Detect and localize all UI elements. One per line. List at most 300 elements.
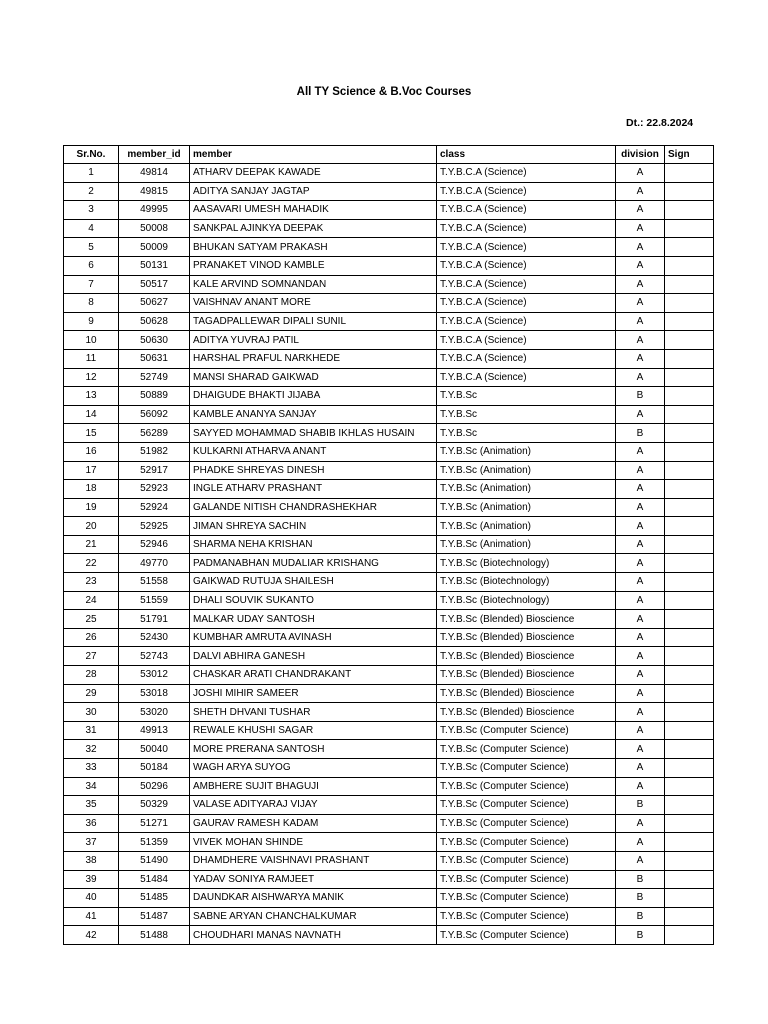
cell-member: INGLE ATHARV PRASHANT [190, 480, 437, 499]
cell-sign[interactable] [665, 275, 714, 294]
cell-sr-no: 14 [64, 405, 119, 424]
cell-class: T.Y.B.Sc (Animation) [437, 442, 616, 461]
cell-sign[interactable] [665, 480, 714, 499]
cell-division: A [616, 201, 665, 220]
cell-sign[interactable] [665, 331, 714, 350]
cell-sign[interactable] [665, 666, 714, 685]
cell-division: A [616, 331, 665, 350]
cell-sr-no: 33 [64, 759, 119, 778]
cell-class: T.Y.B.Sc (Blended) Bioscience [437, 647, 616, 666]
cell-member: PRANAKET VINOD KAMBLE [190, 256, 437, 275]
cell-division: B [616, 424, 665, 443]
cell-class: T.Y.B.C.A (Science) [437, 312, 616, 331]
cell-member-id: 50008 [119, 219, 190, 238]
cell-member: VALASE ADITYARAJ VIJAY [190, 796, 437, 815]
cell-division: A [616, 666, 665, 685]
cell-sign[interactable] [665, 424, 714, 443]
cell-sign[interactable] [665, 907, 714, 926]
cell-division: A [616, 219, 665, 238]
cell-member: SHETH DHVANI TUSHAR [190, 703, 437, 722]
cell-member-id: 52430 [119, 628, 190, 647]
cell-member-id: 51488 [119, 926, 190, 945]
cell-sign[interactable] [665, 294, 714, 313]
cell-sr-no: 5 [64, 238, 119, 257]
cell-sign[interactable] [665, 740, 714, 759]
document-date: Dt.: 22.8.2024 [626, 117, 694, 129]
cell-member: KULKARNI ATHARVA ANANT [190, 442, 437, 461]
cell-division: A [616, 535, 665, 554]
cell-member: GALANDE NITISH CHANDRASHEKHAR [190, 498, 437, 517]
table-row [64, 703, 714, 722]
cell-class: T.Y.B.Sc (Computer Science) [437, 833, 616, 852]
cell-member-id: 50329 [119, 796, 190, 815]
table-row [64, 759, 714, 778]
cell-member-id: 50631 [119, 349, 190, 368]
cell-class: T.Y.B.Sc (Computer Science) [437, 796, 616, 815]
cell-class: T.Y.B.Sc [437, 424, 616, 443]
cell-sr-no: 7 [64, 275, 119, 294]
cell-member: WAGH ARYA SUYOG [190, 759, 437, 778]
cell-class: T.Y.B.Sc (Animation) [437, 535, 616, 554]
cell-member: SABNE ARYAN CHANCHALKUMAR [190, 907, 437, 926]
cell-sign[interactable] [665, 721, 714, 740]
cell-division: A [616, 610, 665, 629]
cell-class: T.Y.B.C.A (Science) [437, 164, 616, 183]
column-header-member-id: member_id [119, 146, 190, 164]
cell-sign[interactable] [665, 256, 714, 275]
cell-division: A [616, 647, 665, 666]
table-row [64, 610, 714, 629]
table-body [64, 164, 714, 945]
cell-member-id: 50009 [119, 238, 190, 257]
cell-sign[interactable] [665, 889, 714, 908]
cell-sr-no: 42 [64, 926, 119, 945]
cell-sr-no: 9 [64, 312, 119, 331]
cell-sign[interactable] [665, 591, 714, 610]
cell-class: T.Y.B.Sc (Computer Science) [437, 759, 616, 778]
cell-sign[interactable] [665, 219, 714, 238]
column-header-class: class [437, 146, 616, 164]
cell-member: JOSHI MIHIR SAMEER [190, 684, 437, 703]
cell-member: SAYYED MOHAMMAD SHABIB IKHLAS HUSAIN [190, 424, 437, 443]
cell-class: T.Y.B.Sc (Computer Science) [437, 721, 616, 740]
cell-member: DHALI SOUVIK SUKANTO [190, 591, 437, 610]
cell-sr-no: 17 [64, 461, 119, 480]
cell-member: PADMANABHAN MUDALIAR KRISHANG [190, 554, 437, 573]
cell-sign[interactable] [665, 349, 714, 368]
cell-division: A [616, 703, 665, 722]
cell-member: SHARMA NEHA KRISHAN [190, 535, 437, 554]
cell-sr-no: 35 [64, 796, 119, 815]
cell-sign[interactable] [665, 851, 714, 870]
cell-member-id: 52743 [119, 647, 190, 666]
cell-member: KUMBHAR AMRUTA AVINASH [190, 628, 437, 647]
cell-class: T.Y.B.Sc (Animation) [437, 480, 616, 499]
cell-member-id: 52923 [119, 480, 190, 499]
column-header-sign: Sign [665, 146, 714, 164]
cell-sr-no: 16 [64, 442, 119, 461]
cell-division: A [616, 498, 665, 517]
table-row [64, 275, 714, 294]
column-header-member: member [190, 146, 437, 164]
cell-class: T.Y.B.Sc (Computer Science) [437, 870, 616, 889]
cell-member: TAGADPALLEWAR DIPALI SUNIL [190, 312, 437, 331]
cell-sr-no: 6 [64, 256, 119, 275]
cell-member-id: 50131 [119, 256, 190, 275]
cell-member-id: 51490 [119, 851, 190, 870]
cell-member-id: 53012 [119, 666, 190, 685]
cell-member-id: 56289 [119, 424, 190, 443]
cell-sign[interactable] [665, 201, 714, 220]
cell-member: ADITYA SANJAY JAGTAP [190, 182, 437, 201]
table-row [64, 814, 714, 833]
cell-sr-no: 21 [64, 535, 119, 554]
cell-sign[interactable] [665, 238, 714, 257]
cell-division: B [616, 907, 665, 926]
cell-division: A [616, 554, 665, 573]
cell-sign[interactable] [665, 703, 714, 722]
table-row [64, 331, 714, 350]
cell-member: ADITYA YUVRAJ PATIL [190, 331, 437, 350]
cell-member-id: 50630 [119, 331, 190, 350]
cell-division: A [616, 238, 665, 257]
cell-member-id: 51558 [119, 573, 190, 592]
table-row [64, 851, 714, 870]
table-row [64, 238, 714, 257]
cell-sign[interactable] [665, 833, 714, 852]
cell-sr-no: 25 [64, 610, 119, 629]
cell-class: T.Y.B.C.A (Science) [437, 238, 616, 257]
cell-division: A [616, 275, 665, 294]
table-row [64, 219, 714, 238]
table-row [64, 889, 714, 908]
cell-sr-no: 13 [64, 387, 119, 406]
cell-division: A [616, 759, 665, 778]
cell-division: A [616, 777, 665, 796]
cell-sr-no: 26 [64, 628, 119, 647]
table-header [64, 146, 714, 164]
cell-division: B [616, 926, 665, 945]
cell-sr-no: 4 [64, 219, 119, 238]
cell-class: T.Y.B.Sc [437, 405, 616, 424]
cell-member: CHOUDHARI MANAS NAVNATH [190, 926, 437, 945]
cell-member: DHAMDHERE VAISHNAVI PRASHANT [190, 851, 437, 870]
cell-member-id: 51485 [119, 889, 190, 908]
cell-member-id: 49995 [119, 201, 190, 220]
cell-member: PHADKE SHREYAS DINESH [190, 461, 437, 480]
cell-member-id: 51487 [119, 907, 190, 926]
cell-sign[interactable] [665, 814, 714, 833]
cell-member: ATHARV DEEPAK KAWADE [190, 164, 437, 183]
cell-member-id: 52946 [119, 535, 190, 554]
cell-class: T.Y.B.Sc [437, 387, 616, 406]
cell-sr-no: 27 [64, 647, 119, 666]
cell-division: A [616, 294, 665, 313]
table-row [64, 424, 714, 443]
cell-sr-no: 3 [64, 201, 119, 220]
cell-member-id: 49814 [119, 164, 190, 183]
cell-member: VIVEK MOHAN SHINDE [190, 833, 437, 852]
cell-member: SANKPAL AJINKYA DEEPAK [190, 219, 437, 238]
cell-sign[interactable] [665, 498, 714, 517]
cell-sign[interactable] [665, 535, 714, 554]
cell-class: T.Y.B.Sc (Blended) Bioscience [437, 628, 616, 647]
header-row [64, 146, 714, 164]
table-row [64, 573, 714, 592]
cell-sr-no: 2 [64, 182, 119, 201]
cell-member: CHASKAR ARATI CHANDRAKANT [190, 666, 437, 685]
table-row [64, 535, 714, 554]
cell-sr-no: 37 [64, 833, 119, 852]
cell-class: T.Y.B.Sc (Computer Science) [437, 851, 616, 870]
cell-sign[interactable] [665, 684, 714, 703]
cell-sign[interactable] [665, 368, 714, 387]
cell-class: T.Y.B.C.A (Science) [437, 368, 616, 387]
cell-member-id: 50296 [119, 777, 190, 796]
cell-member-id: 49815 [119, 182, 190, 201]
cell-class: T.Y.B.Sc (Computer Science) [437, 889, 616, 908]
cell-sr-no: 8 [64, 294, 119, 313]
cell-sign[interactable] [665, 628, 714, 647]
cell-class: T.Y.B.C.A (Science) [437, 182, 616, 201]
cell-sign[interactable] [665, 610, 714, 629]
cell-division: A [616, 833, 665, 852]
column-header-sr-no: Sr.No. [64, 146, 119, 164]
cell-division: B [616, 387, 665, 406]
cell-sign[interactable] [665, 870, 714, 889]
cell-sr-no: 36 [64, 814, 119, 833]
cell-member-id: 50628 [119, 312, 190, 331]
table-row [64, 796, 714, 815]
cell-member: BHUKAN SATYAM PRAKASH [190, 238, 437, 257]
cell-sign[interactable] [665, 164, 714, 183]
cell-class: T.Y.B.C.A (Science) [437, 294, 616, 313]
cell-sign[interactable] [665, 759, 714, 778]
cell-member: HARSHAL PRAFUL NARKHEDE [190, 349, 437, 368]
cell-class: T.Y.B.Sc (Biotechnology) [437, 591, 616, 610]
table-row [64, 480, 714, 499]
cell-member-id: 50889 [119, 387, 190, 406]
table-row [64, 684, 714, 703]
table-row [64, 256, 714, 275]
table-row [64, 405, 714, 424]
cell-division: A [616, 814, 665, 833]
cell-sign[interactable] [665, 926, 714, 945]
cell-sr-no: 18 [64, 480, 119, 499]
cell-member-id: 50184 [119, 759, 190, 778]
cell-division: A [616, 405, 665, 424]
cell-sr-no: 24 [64, 591, 119, 610]
cell-member-id: 50040 [119, 740, 190, 759]
cell-sr-no: 12 [64, 368, 119, 387]
cell-division: A [616, 517, 665, 536]
cell-member: KALE ARVIND SOMNANDAN [190, 275, 437, 294]
cell-sign[interactable] [665, 405, 714, 424]
cell-sr-no: 19 [64, 498, 119, 517]
table-row [64, 907, 714, 926]
cell-class: T.Y.B.Sc (Blended) Bioscience [437, 610, 616, 629]
cell-class: T.Y.B.Sc (Computer Science) [437, 907, 616, 926]
cell-class: T.Y.B.C.A (Science) [437, 219, 616, 238]
cell-class: T.Y.B.C.A (Science) [437, 256, 616, 275]
cell-sr-no: 23 [64, 573, 119, 592]
table-row [64, 721, 714, 740]
cell-sr-no: 34 [64, 777, 119, 796]
cell-member: AASAVARI UMESH MAHADIK [190, 201, 437, 220]
cell-class: T.Y.B.Sc (Computer Science) [437, 814, 616, 833]
cell-sr-no: 28 [64, 666, 119, 685]
cell-class: T.Y.B.Sc (Computer Science) [437, 926, 616, 945]
cell-sign[interactable] [665, 796, 714, 815]
cell-sr-no: 11 [64, 349, 119, 368]
table-row [64, 740, 714, 759]
cell-division: A [616, 312, 665, 331]
cell-division: A [616, 461, 665, 480]
cell-member-id: 52924 [119, 498, 190, 517]
cell-class: T.Y.B.Sc (Animation) [437, 461, 616, 480]
cell-sign[interactable] [665, 517, 714, 536]
cell-member-id: 51982 [119, 442, 190, 461]
cell-division: A [616, 851, 665, 870]
table-row [64, 554, 714, 573]
cell-member-id: 52749 [119, 368, 190, 387]
cell-sr-no: 10 [64, 331, 119, 350]
cell-class: T.Y.B.Sc (Computer Science) [437, 740, 616, 759]
cell-member: KAMBLE ANANYA SANJAY [190, 405, 437, 424]
column-header-division: division [616, 146, 665, 164]
cell-member: DHAIGUDE BHAKTI JIJABA [190, 387, 437, 406]
table-row [64, 294, 714, 313]
cell-division: A [616, 164, 665, 183]
cell-class: T.Y.B.Sc (Blended) Bioscience [437, 666, 616, 685]
cell-class: T.Y.B.C.A (Science) [437, 201, 616, 220]
table-row [64, 349, 714, 368]
cell-sr-no: 41 [64, 907, 119, 926]
table-row [64, 777, 714, 796]
cell-member: YADAV SONIYA RAMJEET [190, 870, 437, 889]
cell-sr-no: 29 [64, 684, 119, 703]
cell-member-id: 56092 [119, 405, 190, 424]
cell-class: T.Y.B.Sc (Biotechnology) [437, 554, 616, 573]
cell-class: T.Y.B.C.A (Science) [437, 275, 616, 294]
cell-member-id: 51271 [119, 814, 190, 833]
cell-sign[interactable] [665, 573, 714, 592]
cell-division: B [616, 796, 665, 815]
cell-sr-no: 20 [64, 517, 119, 536]
cell-member-id: 51359 [119, 833, 190, 852]
cell-member-id: 49770 [119, 554, 190, 573]
cell-member: MORE PRERANA SANTOSH [190, 740, 437, 759]
cell-sign[interactable] [665, 312, 714, 331]
table-row [64, 498, 714, 517]
cell-sr-no: 39 [64, 870, 119, 889]
cell-sign[interactable] [665, 554, 714, 573]
cell-member: GAURAV RAMESH KADAM [190, 814, 437, 833]
cell-division: A [616, 480, 665, 499]
cell-member-id: 51791 [119, 610, 190, 629]
table-row [64, 164, 714, 183]
cell-sr-no: 30 [64, 703, 119, 722]
table-row [64, 517, 714, 536]
cell-member-id: 49913 [119, 721, 190, 740]
table-row [64, 182, 714, 201]
cell-sr-no: 31 [64, 721, 119, 740]
cell-member: DAUNDKAR AISHWARYA MANIK [190, 889, 437, 908]
table-row [64, 461, 714, 480]
attendance-table [63, 145, 714, 945]
cell-division: A [616, 256, 665, 275]
table-row [64, 666, 714, 685]
page-title: All TY Science & B.Voc Courses [296, 86, 472, 98]
cell-sign[interactable] [665, 461, 714, 480]
table-row [64, 870, 714, 889]
cell-class: T.Y.B.Sc (Animation) [437, 517, 616, 536]
table-row [64, 833, 714, 852]
cell-sign[interactable] [665, 182, 714, 201]
cell-sr-no: 15 [64, 424, 119, 443]
cell-member-id: 53018 [119, 684, 190, 703]
cell-sign[interactable] [665, 647, 714, 666]
cell-division: A [616, 721, 665, 740]
cell-sr-no: 32 [64, 740, 119, 759]
cell-division: A [616, 740, 665, 759]
cell-division: A [616, 591, 665, 610]
cell-member-id: 51484 [119, 870, 190, 889]
table-row [64, 926, 714, 945]
cell-member-id: 52917 [119, 461, 190, 480]
cell-member-id: 50627 [119, 294, 190, 313]
cell-division: A [616, 368, 665, 387]
cell-member: REWALE KHUSHI SAGAR [190, 721, 437, 740]
cell-member-id: 50517 [119, 275, 190, 294]
cell-member: MANSI SHARAD GAIKWAD [190, 368, 437, 387]
table-row [64, 591, 714, 610]
cell-sign[interactable] [665, 442, 714, 461]
cell-member: VAISHNAV ANANT MORE [190, 294, 437, 313]
cell-member: GAIKWAD RUTUJA SHAILESH [190, 573, 437, 592]
table-row [64, 368, 714, 387]
cell-sr-no: 1 [64, 164, 119, 183]
cell-division: A [616, 442, 665, 461]
table-row [64, 442, 714, 461]
cell-sr-no: 40 [64, 889, 119, 908]
table-row [64, 628, 714, 647]
table-row [64, 647, 714, 666]
cell-division: B [616, 889, 665, 908]
table-row [64, 201, 714, 220]
cell-class: T.Y.B.Sc (Biotechnology) [437, 573, 616, 592]
cell-class: T.Y.B.C.A (Science) [437, 331, 616, 350]
cell-member: MALKAR UDAY SANTOSH [190, 610, 437, 629]
cell-division: A [616, 684, 665, 703]
cell-sr-no: 22 [64, 554, 119, 573]
cell-class: T.Y.B.Sc (Blended) Bioscience [437, 684, 616, 703]
cell-member: JIMAN SHREYA SACHIN [190, 517, 437, 536]
cell-class: T.Y.B.Sc (Animation) [437, 498, 616, 517]
table-row [64, 387, 714, 406]
cell-division: A [616, 628, 665, 647]
cell-member: AMBHERE SUJIT BHAGUJI [190, 777, 437, 796]
cell-division: B [616, 870, 665, 889]
cell-class: T.Y.B.Sc (Blended) Bioscience [437, 703, 616, 722]
cell-sign[interactable] [665, 387, 714, 406]
cell-class: T.Y.B.Sc (Computer Science) [437, 777, 616, 796]
cell-division: A [616, 573, 665, 592]
cell-member: DALVI ABHIRA GANESH [190, 647, 437, 666]
cell-class: T.Y.B.C.A (Science) [437, 349, 616, 368]
cell-sign[interactable] [665, 777, 714, 796]
table-row [64, 312, 714, 331]
